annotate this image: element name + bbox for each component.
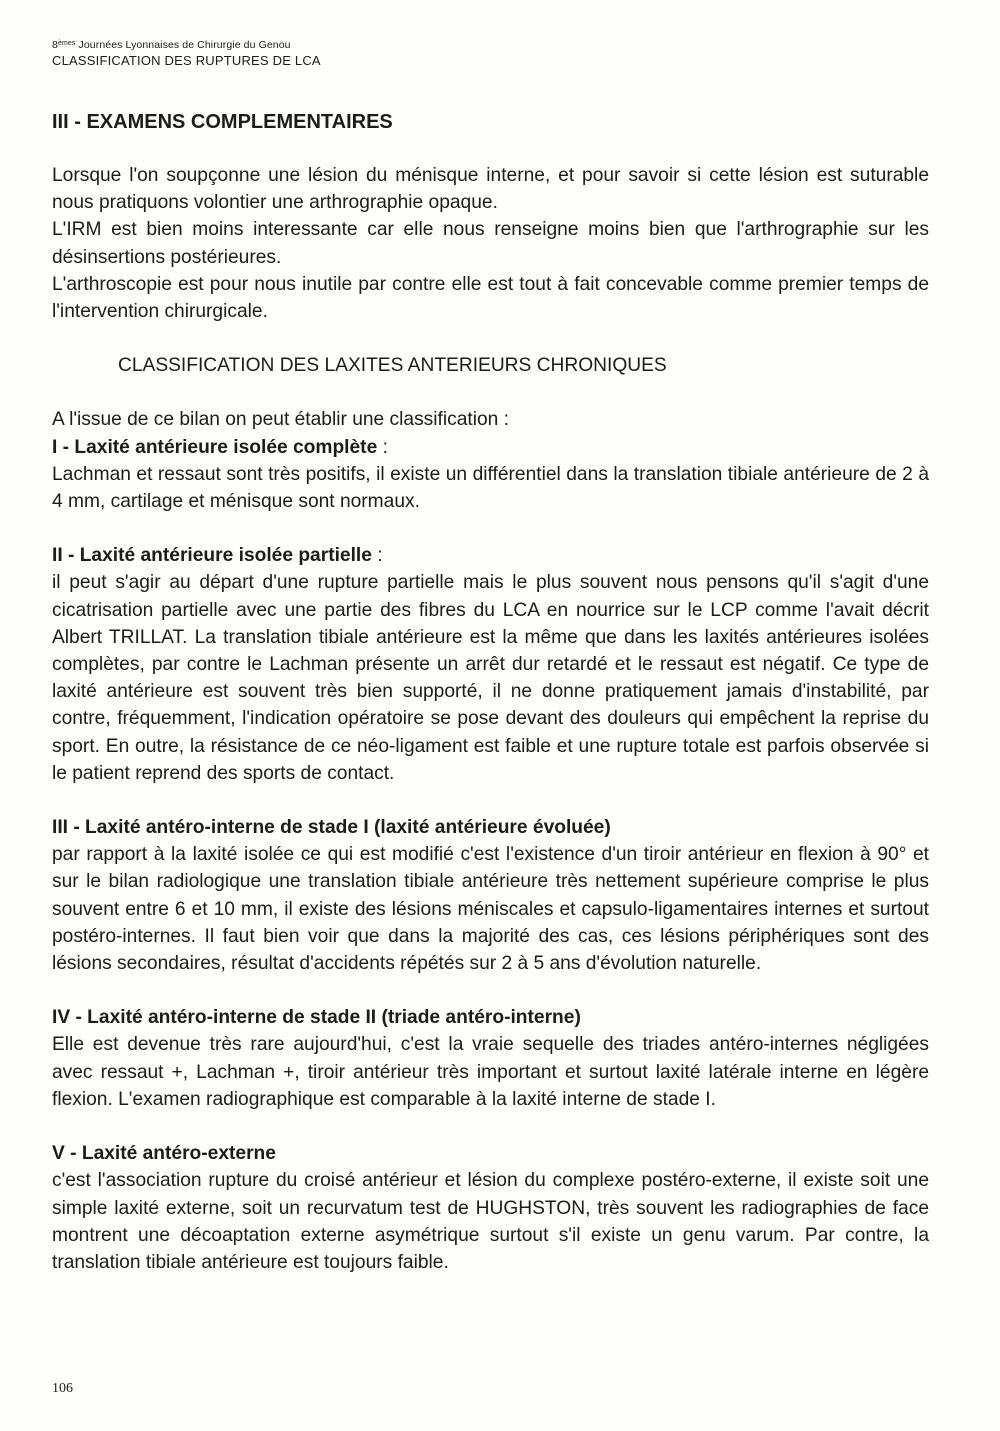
item-heading-3: III - Laxité antéro-interne de stade I (laxité antérieure évoluée) [52, 817, 611, 839]
item-text-1: Lachman et ressaut sont très positifs, il existe un différentiel dans la translation tibiale antérieure de 2 à 4 mm, cartilage et ménisque sont normaux. [52, 463, 929, 513]
running-header [52, 36, 321, 68]
paragraph-arthroscopy: L'arthroscopie est pour nous inutile par contre elle est tout à fait concevable comme premier temps de l'intervention chirurgicale. [52, 273, 929, 323]
page-number: 106 [52, 1381, 73, 1396]
header-topic: CLASSIFICATION DES RUPTURES DE LCA [52, 53, 321, 68]
spacer [52, 977, 929, 1004]
classification-title: CLASSIFICATION DES LAXITES ANTERIEURS CHRONIQUES [118, 355, 667, 377]
conference-name [52, 36, 321, 53]
item-heading-1-colon: : [377, 436, 388, 458]
section-title: III - EXAMENS COMPLEMENTAIRES [52, 111, 393, 133]
item-text-5: c'est l'association rupture du croisé antérieur et lésion du complexe postéro-externe, il existe soit une simple laxité externe, soit un recurvatum test de HUGHSTON, très souvent les radiographies de face montrent une décoaptation externe asymétrique surtout s'il existe un genu varum. Par contre, la translation tibiale antérieure est toujours faible. [52, 1170, 929, 1273]
spacer [52, 515, 929, 542]
item-heading-2 [52, 542, 929, 569]
page-body [52, 108, 929, 1276]
classification-intro: A l'issue de ce bilan on peut établir une classification : [52, 409, 509, 431]
conference-number: 8 [52, 39, 58, 51]
spacer [52, 787, 929, 814]
item-heading-2-colon: : [371, 545, 383, 567]
item-heading-4: IV - Laxité antéro-interne de stade II (triade antéro-interne) [52, 1007, 581, 1029]
spacer [52, 1113, 929, 1140]
item-heading-2-text: II - Laxité antérieure isolée partielle [52, 545, 372, 567]
conference-superscript: èmes [57, 40, 76, 47]
item-text-3: par rapport à la laxité isolée ce qui est modifié c'est l'existence d'un tiroir antérieur en flexion à 90° et sur le bilan radiologique une translation tibiale antérieure très nettement supérieure comprise le plus souvent entre 6 et 10 mm, il existe des lésions méniscales et capsulo-ligamentaires internes et surtout postéro-internes. Il faut bien voir que dans la majorité des cas, ces lésions périphériques sont des lésions secondaires, résultat d'accidents répétés sur 2 à 5 ans d'évolution naturelle. [52, 844, 929, 975]
item-heading-1-text: I - Laxité antérieure isolée complète [52, 436, 378, 458]
item-text-2: il peut s'agir au départ d'une rupture partielle mais le plus souvent nous pensons qu'il s'agit d'une cicatrisation partielle avec une partie des fibres du LCA en nourrice sur le LCP comme l'avait décrit Albert TRILLAT. La translation tibiale antérieure est la même que dans les laxités antérieures isolées complètes, par contre le Lachman présente un arrêt dur retardé et le ressaut est négatif. Ce type de laxité antérieure est souvent très bien supporté, il ne donne pratiquement jamais d'instabilité, par contre, fréquemment, l'indication opératoire se pose devant des douleurs qui empêchent la reprise du sport. En outre, la résistance de ce néo-ligament est faible et une rupture totale est parfois observée si le patient reprend des sports de contact. [52, 572, 929, 784]
conference-title: Journées Lyonnaises de Chirurgie du Genou [75, 39, 291, 51]
item-heading-1 [52, 434, 929, 461]
spacer [52, 379, 929, 406]
paragraph-irm: L'IRM est bien moins interessante car elle nous renseigne moins bien que l'arthrographie sur les désinsertions postérieures. [52, 219, 929, 268]
item-text-4: Elle est devenue très rare aujourd'hui, c'est la vraie sequelle des triades antéro-internes négligées avec ressaut +, Lachman +, tiroir antérieur très important et surtout laxité latérale interne en légère flexion. L'examen radiographique est comparable à la laxité interne de stade I. [52, 1034, 929, 1110]
paragraph-meniscus: Lorsque l'on soupçonne une lésion du ménisque interne, et pour savoir si cette lésion est suturable nous pratiquons volontier une arthrographie opaque. [52, 165, 929, 214]
item-heading-5: V - Laxité antéro-externe [52, 1143, 276, 1165]
spacer [52, 325, 929, 352]
